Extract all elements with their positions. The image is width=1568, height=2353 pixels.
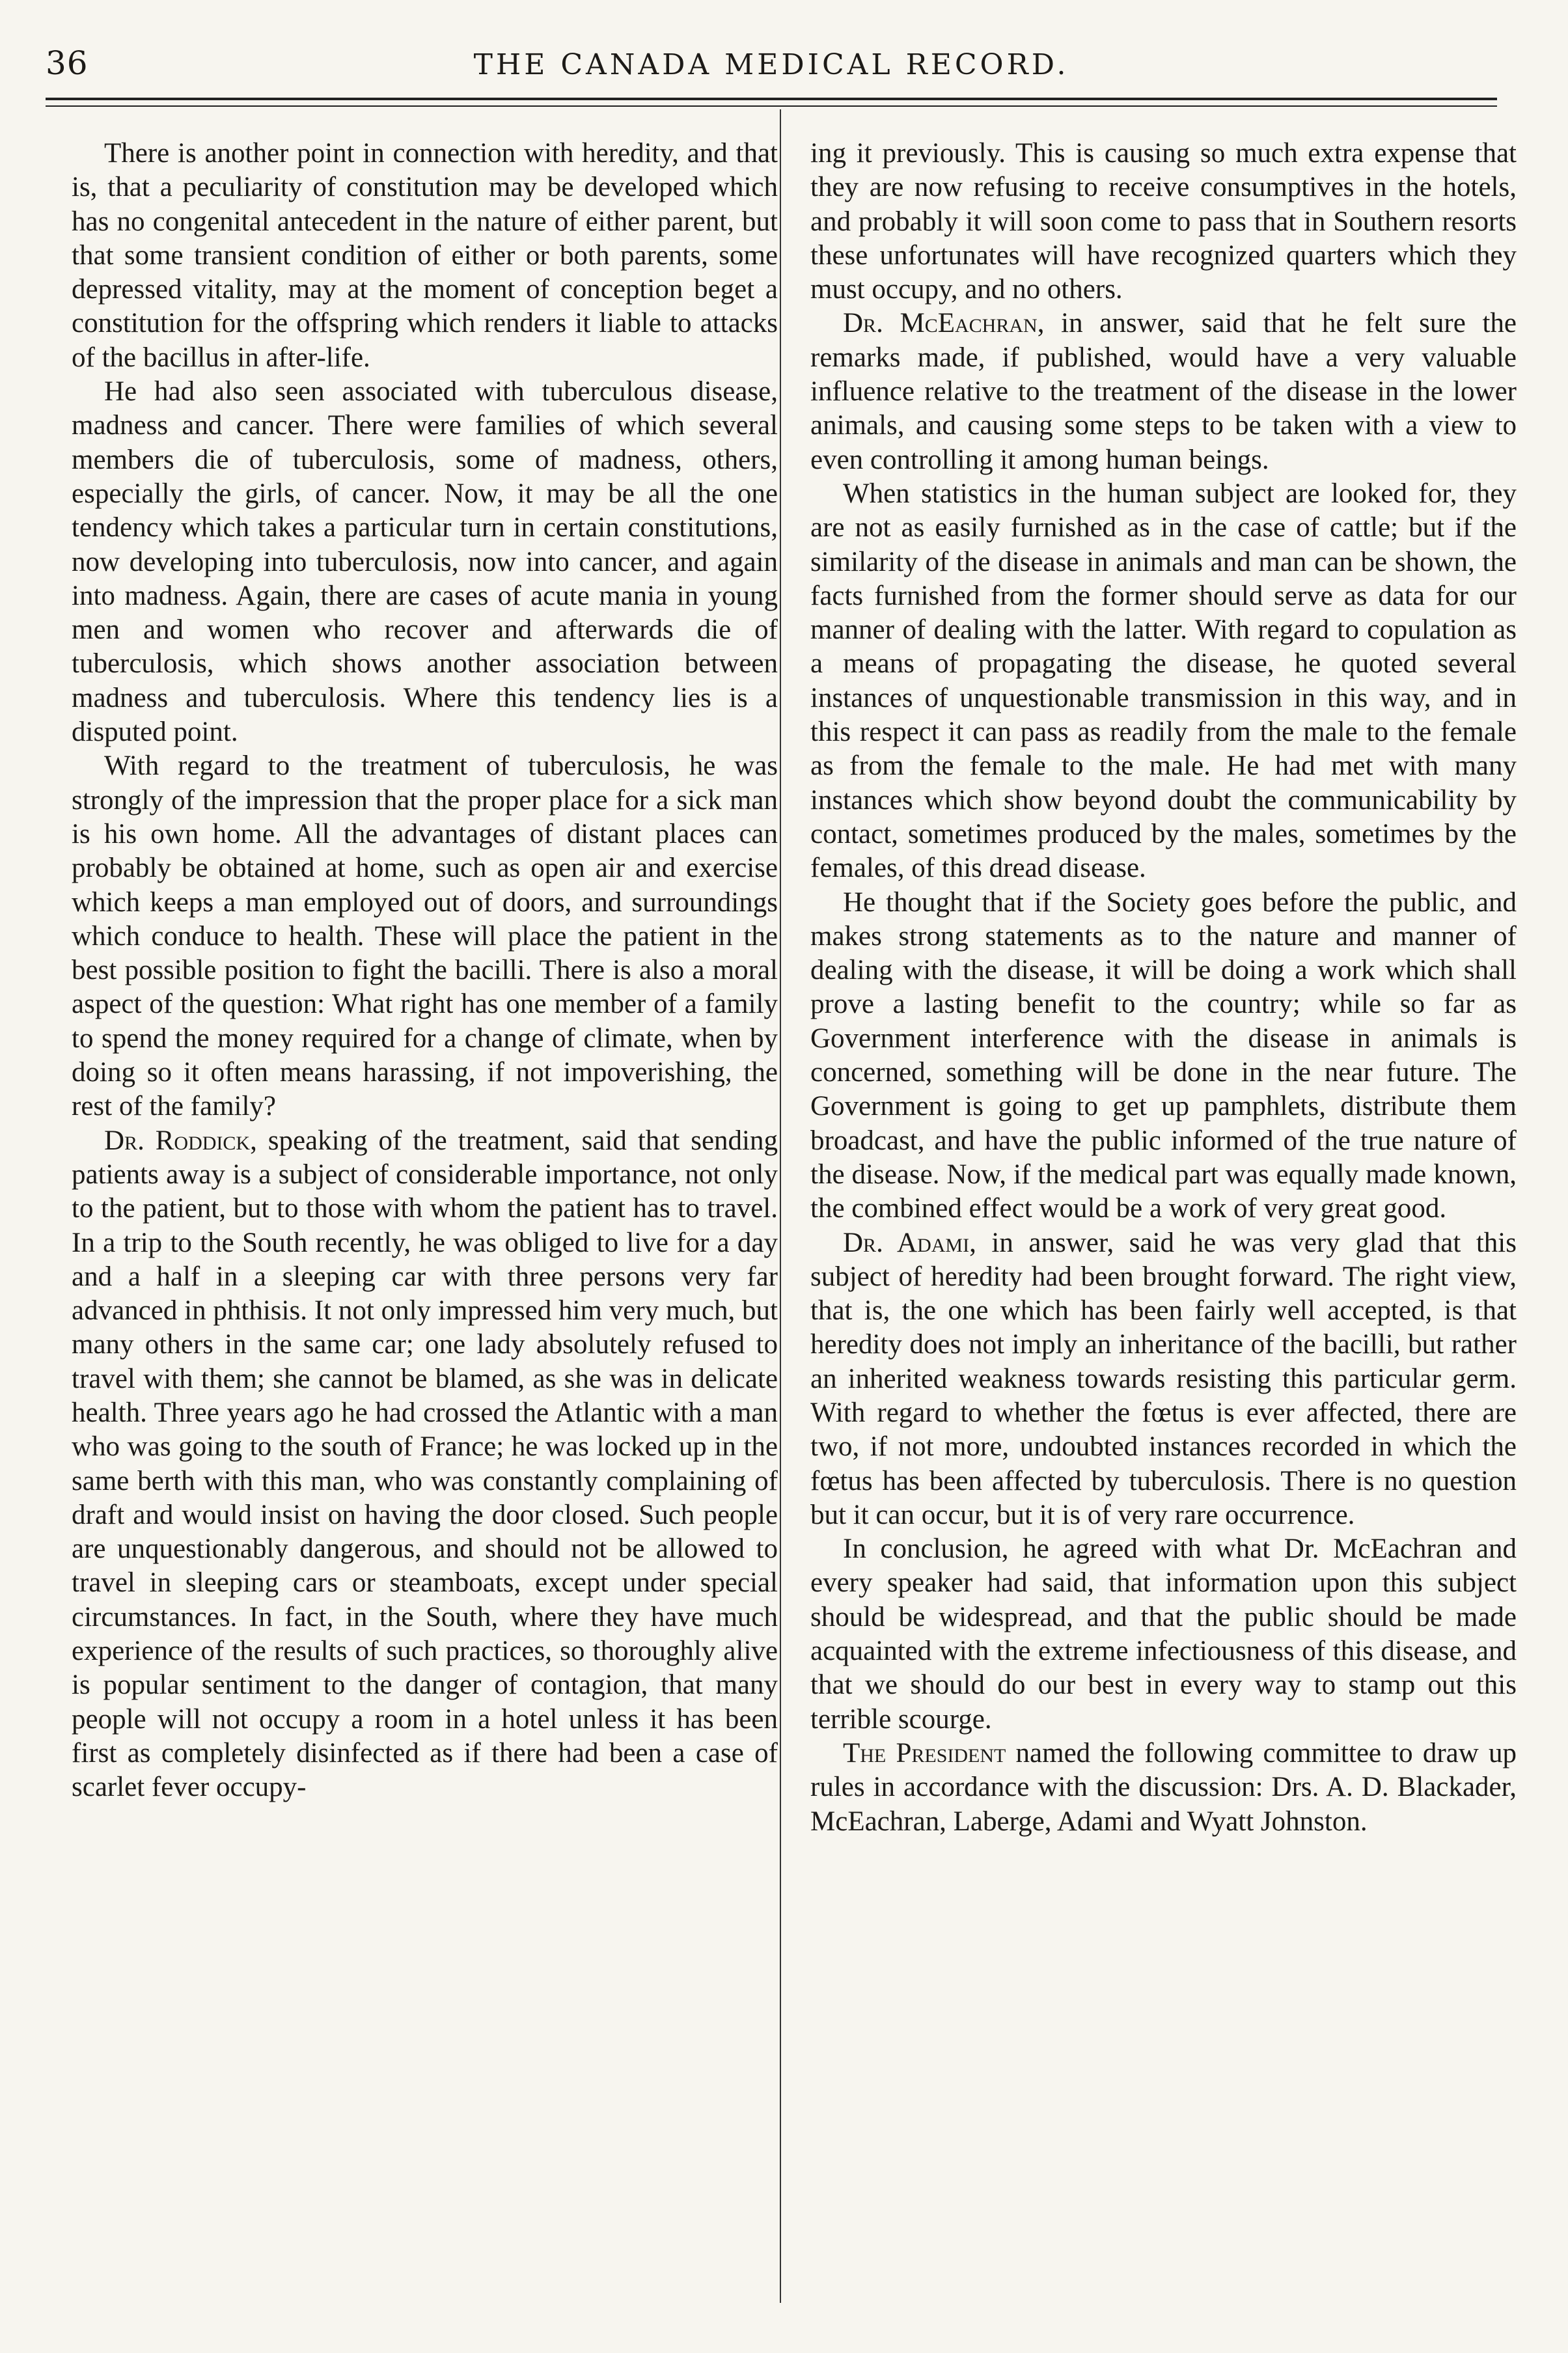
paragraph-text: named the following committee to draw up rules in accordance with the discussion: Drs. A. D. Blackader, McEachran, Laberge, Adami and Wyatt Johnston. [810, 1737, 1517, 1837]
paragraph: In conclusion, he agreed with what Dr. McEachran and every speaker had said, that information upon this subject should be widespread, and that the public should be made acquainted with the extreme infectiousness of this disease, and that we should do our best in every way to stamp out this terrible scourge. [810, 1534, 1517, 1735]
paragraph: ing it previously. This is causing so much extra expense that they are now refusing to receive consumptives in the hotels, and probably it will soon come to pass that in Southern resorts these unfortunates will have recognized quarters which they must occupy, and no others. [810, 138, 1517, 305]
paragraph-text: , in answer, said that he felt sure the remarks made, if published, would have a very valuable influence relative to the treatment of the disease in the lower animals, and causing some steps to be taken with a view to even controlling it among human beings. [810, 308, 1517, 475]
speaker-name: The President [843, 1737, 1006, 1768]
page-header [46, 39, 1497, 98]
paragraph: There is another point in connection with heredity, and that is, that a peculiarity of constitution may be developed which has no congenital antecedent in the nature of either parent, but that some transient condition of either or both parents, some depressed vitality, may at the moment of conception beget a constitution for the offspring which renders it liable to attacks of the bacillus in after-life. [72, 138, 778, 373]
paragraph [810, 307, 1517, 476]
paragraph [810, 1226, 1517, 1533]
speaker-name: Dr. Roddick [104, 1125, 251, 1156]
paragraph: He had also seen associated with tuberculous disease, madness and cancer. There were families of which several members die of tuberculosis, some of madness, others, especially the girls, of cancer. Now, it may be all the one tendency which takes a particular turn in certain constitutions, now developing into tuberculosis, now into cancer, and again into madness. Again, there are cases of acute mania in young men and women who recover and afterwards die of tuberculosis, which shows another association between madness and tuberculosis. Where this tendency lies is a disputed point. [72, 376, 778, 748]
paragraph [810, 1737, 1517, 1839]
right-column [810, 137, 1517, 1839]
column-divider [780, 109, 781, 2303]
journal-title: THE CANADA MEDICAL RECORD. [473, 48, 1069, 81]
speaker-name: Dr. McEachran [843, 308, 1038, 339]
page-number: 36 [46, 44, 89, 82]
paragraph: With regard to the treatment of tuberculosis, he was strongly of the impression that the proper place for a sick man is his own home. All the advantages of distant places can probably be obtained at home, such as open air and exercise which keeps a man employed out of doors, and surroundings which conduce to health. These will place the patient in the best possible position to fight the bacilli. There is also a moral aspect of the question: What right has one member of a family to spend the money required for a change of climate, when by doing so it often means harassing, if not impoverishing, the rest of the family? [72, 750, 778, 1122]
speaker-name: Dr. Adami [843, 1227, 970, 1258]
paragraph: When statistics in the human subject are looked for, they are not as easily furnished as in the case of cattle; but if the similarity of the disease in animals and man can be shown, the facts furnished from the former should serve as data for our manner of dealing with the latter. With regard to copulation as a means of propagating the disease, he quoted several instances of unquestionable transmission in this way, and in this respect it can pass as readily from the male to the female as from the female to the male. He had met with many instances which show beyond doubt the communicability by contact, sometimes produced by the males, sometimes by the females, of this dread disease. [810, 478, 1517, 884]
header-rule-thick [46, 98, 1497, 100]
paragraph-text: , speaking of the treatment, said that sending patients away is a subject of considerable importance, not only to the patient, but to those with whom the patient has to travel. In a trip to the South recently, he was obliged to live for a day and a half in a sleeping car with three persons very far advanced in phthisis. It not only impressed him very much, but many others in the same car; one lady absolutely refused to travel with them; she cannot be blamed, as she was in delicate health. Three years ago he had crossed the Atlantic with a man who was going to the south of France; he was locked up in the same berth with this man, who was constantly complaining of draft and would insist on having the door closed. Such people are unquestionably dangerous, and should not be allowed to travel in sleeping cars or steamboats, except under special circumstances. In fact, in the South, where they have much experience of the results of such practices, so thoroughly alive is popular sentiment to the danger of contagion, that many people will not occupy a room in a hotel unless it has been first as completely disinfected as if there had been a case of scarlet fever occupy- [72, 1125, 778, 1803]
header-rule-thin [46, 105, 1497, 107]
paragraph-text: , in answer, said he was very glad that this subject of heredity had been brought forward. The right view, that is, the one which has been fairly well accepted, is that heredity does not imply an inheritance of the bacilli, but rather an inherited weakness towards resisting this particular germ. With regard to whether the fœtus is ever affected, there are two, if not more, undoubted instances recorded in which the fœtus has been affected by tuberculosis. There is no question but it can occur, but it is of very rare occurrence. [810, 1227, 1517, 1530]
left-column [72, 137, 778, 1805]
paragraph [72, 1124, 778, 1805]
paragraph: He thought that if the Society goes before the public, and makes strong statements as to the nature and manner of dealing with the disease, it will be doing a work which shall prove a lasting benefit to the country; while so far as Government interference with the disease in animals is concerned, something will be done in the near future. The Government is going to get up pamphlets, distribute them broadcast, and have the public informed of the true nature of the disease. Now, if the medical part was equally made known, the combined effect would be a work of very great good. [810, 887, 1517, 1224]
